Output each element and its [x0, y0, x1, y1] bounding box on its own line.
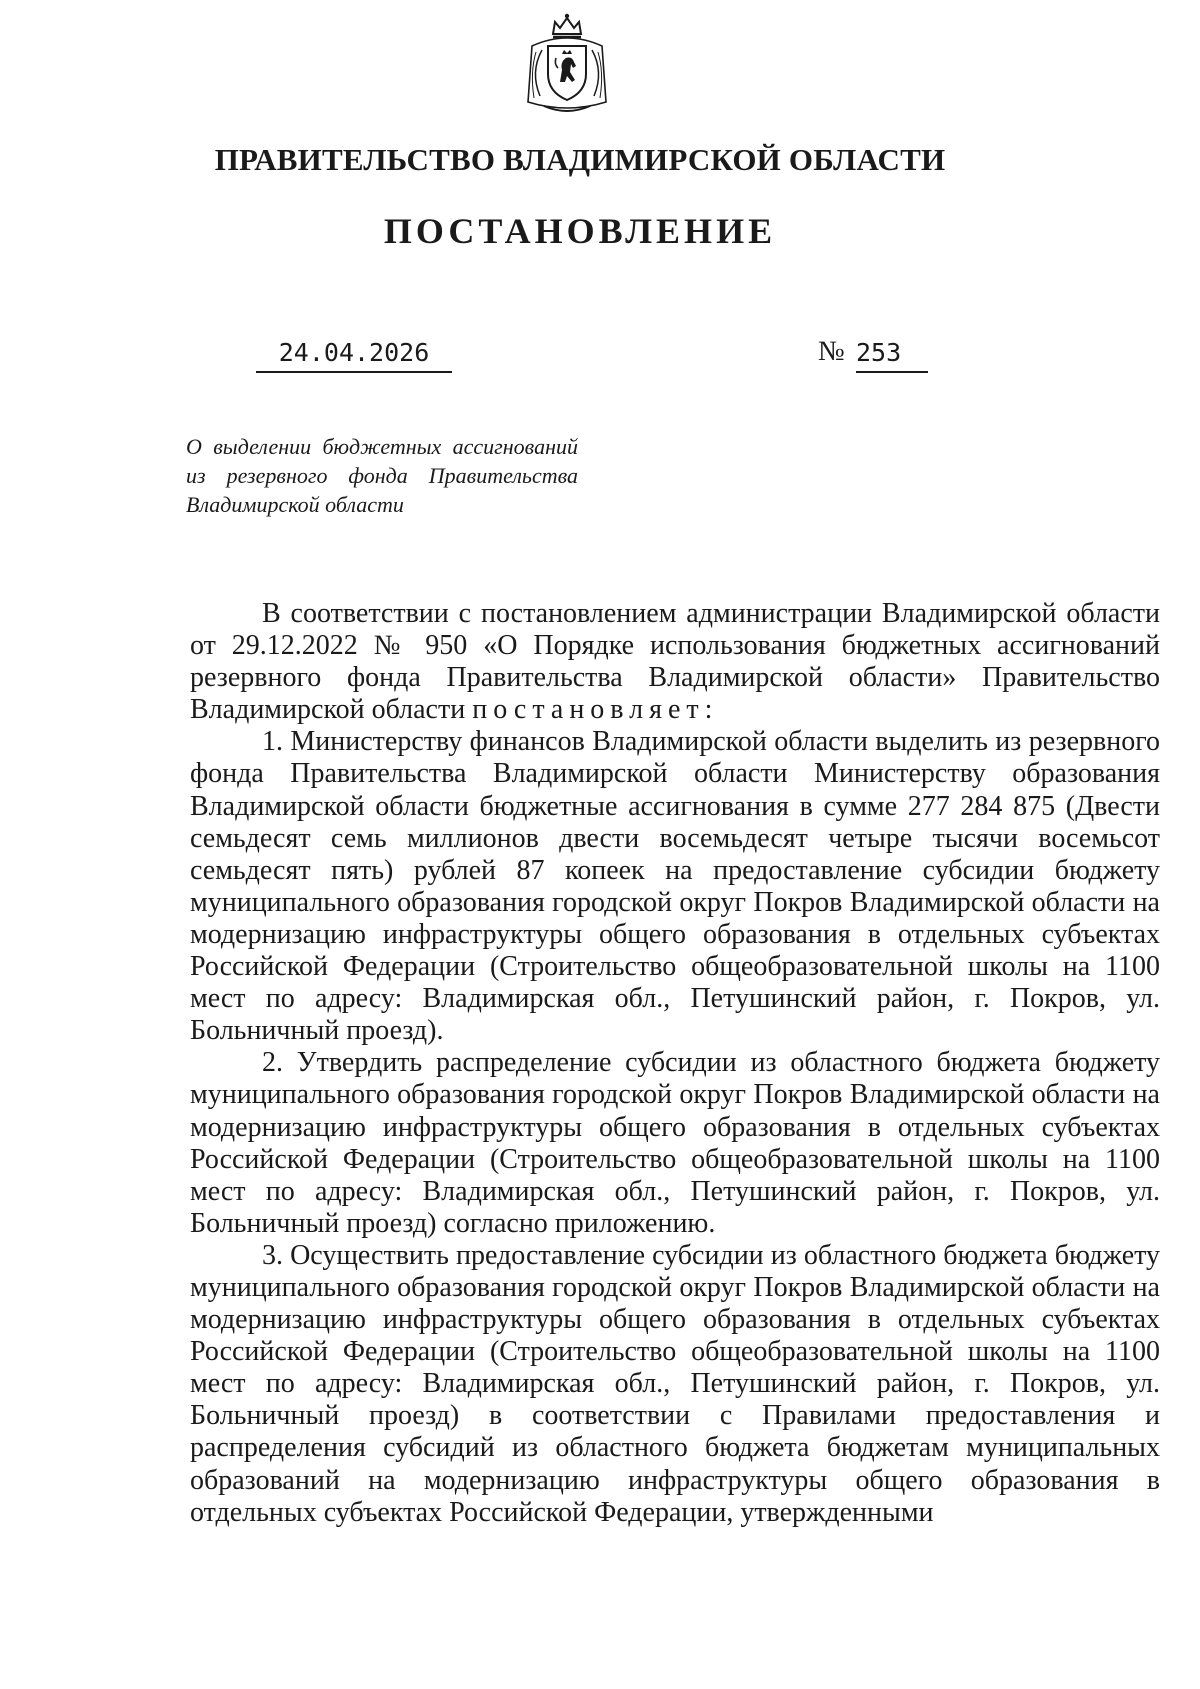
item-2-paragraph: 2. Утвердить распределение субсидии из областного бюджета бюджету муниципального образования городской округ Покров Владимирской области на модернизацию инфраструктуры общего образования в отдельных субъектах Российской Федерации (Строительство общеобразовательной школы на 1100 мест по адресу: Владимирская обл., Петушинский район, г. Покров, ул. Больничный проезд) согласно приложению.	[190, 1047, 1160, 1239]
item-1-paragraph: 1. Министерству финансов Владимирской области выделить из резервного фонда Правительства Владимирской области Министерству образования Владимирской области бюджетные ассигнования в сумме 277 284 875 (Двести семьдесят семь миллионов двести восемьдесят четыре тысячи восемьсот семьдесят пять) рублей 87 копеек на предоставление субсидии бюджету муниципального образования городской округ Покров Владимирской области на модернизацию инфраструктуры общего образования в отдельных субъектах Российской Федерации (Строительство общеобразовательной школы на 1100 мест по адресу: Владимирская обл., Петушинский район, г. Покров, ул. Больничный проезд).	[190, 726, 1160, 1047]
document-body	[190, 598, 1160, 1529]
document-type: ПОСТАНОВЛЕНИЕ	[383, 211, 777, 251]
document-date: 24.04.2026	[256, 338, 452, 373]
number-label: №	[818, 336, 845, 367]
document-subject: О выделении бюджетных ассигнований из резервного фонда Правительства Владимирской области	[186, 434, 578, 517]
intro-text: В соответствии с постановлением администрации Владимирской области от 29.12.2022 № 950 «О Порядке использования бюджетных ассигнований резервного фонда Правительства Владимирской области» Правительство Владимирской области	[190, 598, 1160, 726]
coat-of-arms-icon	[520, 12, 614, 116]
organization-name: ПРАВИТЕЛЬСТВО ВЛАДИМИРСКОЙ ОБЛАСТИ	[214, 142, 946, 177]
item-3-paragraph: 3. Осуществить предоставление субсидии из областного бюджета бюджету муниципального образования городской округ Покров Владимирской области на модернизацию инфраструктуры общего образования в отдельных субъектах Российской Федерации (Строительство общеобразовательной школы на 1100 мест по адресу: Владимирская обл., Петушинский район, г. Покров, ул. Больничный проезд) в соответствии с Правилами предоставления и распределения субсидий из областного бюджета бюджетам муниципальных образований на модернизацию инфраструктуры общего образования в отдельных субъектах Российской Федерации, утвержденными	[190, 1239, 1160, 1528]
document-number: 253	[856, 338, 928, 373]
decree-word: постановляет:	[472, 694, 719, 726]
intro-paragraph	[190, 598, 1160, 726]
